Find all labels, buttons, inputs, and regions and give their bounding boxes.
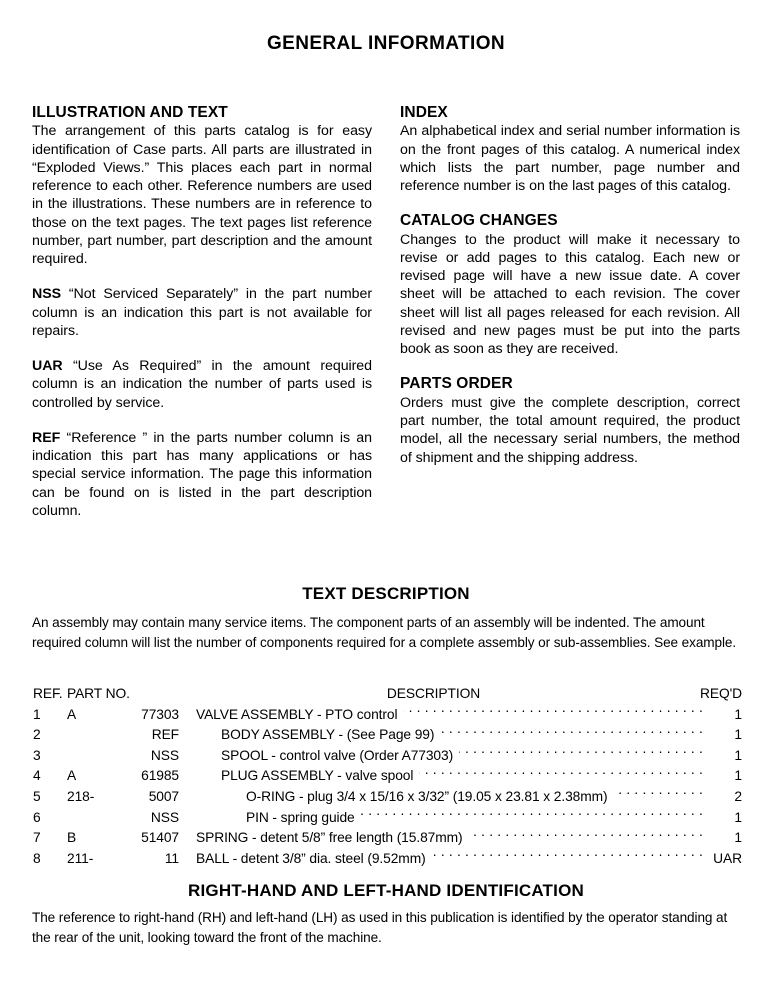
two-column-body	[32, 104, 740, 520]
section-illustration-and-text	[32, 104, 372, 268]
description-text: VALVE ASSEMBLY - PTO control	[196, 706, 398, 722]
index-body: An alphabetical index and serial number information is on the front pages of this catalog. A numerical index which lists the part number, page number and reference number is on the last pages of this catalog.	[400, 123, 740, 195]
ref-body: “Reference ” in the parts number column is an indication this part has many applications or has special service information. The page this information can be found on is listed in the part description column.	[32, 429, 372, 519]
description-text: O-RING - plug 3/4 x 15/16 x 3/32” (19.05 x 23.81 x 2.38mm)	[246, 788, 608, 804]
section-uar	[32, 357, 372, 412]
parts-example-table	[33, 684, 742, 869]
cell-part-prefix: 218-	[67, 788, 95, 804]
table-header-row	[33, 684, 742, 705]
cell-ref: 7	[33, 830, 41, 846]
cell-part-prefix: B	[67, 830, 77, 846]
cell-req-d: 1	[734, 830, 742, 846]
section-catalog-changes	[400, 212, 740, 358]
cell-req-d: 1	[734, 747, 742, 763]
cell-ref: 8	[33, 850, 41, 866]
illustration-and-text-heading: ILLUSTRATION AND TEXT	[32, 104, 228, 121]
dot-leader	[432, 849, 703, 863]
section-nss	[32, 285, 372, 340]
header-reqd: REQ'D	[700, 686, 742, 701]
cell-req-d: 1	[734, 809, 742, 825]
cell-part-no: 11	[164, 850, 179, 866]
cell-part-prefix: A	[67, 768, 77, 784]
illustration-and-text-body: The arrangement of this parts catalog is for easy identification of Case parts. All parts are illustrated in “Exploded Views.” This places each part in normal reference to each other. Reference numbers are used in the illustrations. These numbers are in reference to those on the text pages. The text pages list reference number, part number, part description and the amount required.	[32, 123, 372, 268]
dot-leader	[419, 767, 703, 781]
cell-req-d: 1	[734, 706, 742, 722]
cell-part-no: 5007	[148, 788, 179, 804]
uar-term: UAR	[32, 358, 63, 375]
dot-leader	[469, 828, 704, 842]
parts-order-heading: PARTS ORDER	[400, 375, 513, 393]
dot-leader	[361, 808, 703, 822]
table-row	[33, 725, 742, 746]
index-heading: INDEX	[400, 104, 448, 121]
table-row	[33, 808, 742, 829]
cell-ref: 4	[33, 768, 41, 784]
table-row	[33, 787, 742, 808]
dot-leader	[403, 705, 703, 719]
nss-term: NSS	[32, 286, 62, 303]
table-row	[33, 849, 742, 870]
cell-description	[179, 828, 708, 849]
header-ref: REF.	[33, 686, 63, 701]
uar-paragraph	[32, 357, 372, 412]
ref-term: REF	[32, 429, 61, 446]
cell-description	[179, 746, 708, 767]
cell-description	[179, 808, 708, 829]
header-part-no: PART NO.	[67, 686, 130, 701]
section-ref	[32, 429, 372, 520]
nss-paragraph	[32, 285, 372, 340]
right-column	[400, 104, 740, 520]
description-text: SPOOL - control valve (Order A77303)	[221, 747, 454, 763]
catalog-changes-body: Changes to the product will make it necessary to revise or add pages to this catalog. Each new or revised page will have a new issue date. A cover sheet will be attached to each revision. The cover sheet will list all pages released for each revision. All revised and new pages must be put into the parts book as soon as they are received.	[400, 231, 740, 358]
parts-order-body: Orders must give the complete description, correct part number, the total amount required, the product model, all the necessary serial numbers, the method of shipment and the shipping address.	[400, 394, 740, 466]
cell-part-prefix: 211-	[67, 850, 94, 866]
header-description: DESCRIPTION	[386, 686, 481, 701]
table-row	[33, 746, 742, 767]
cell-req-d: 2	[734, 788, 742, 804]
dot-leader	[440, 725, 703, 739]
section-parts-order	[400, 375, 740, 466]
cell-description	[179, 787, 708, 808]
description-text: PIN - spring guide	[246, 809, 355, 825]
cell-part-no: 61985	[141, 768, 179, 784]
cell-req-d: 1	[734, 768, 742, 784]
ref-paragraph	[32, 429, 372, 520]
section-index	[400, 104, 740, 195]
cell-req-d: UAR	[713, 850, 742, 866]
cell-description	[179, 725, 708, 746]
text-description-body: An assembly may contain many service items. The component parts of an assembly will be indented. The amount required column will list the number of components required for a complete assembly or sub-assemblies. See example.	[32, 615, 737, 650]
cell-ref: 1	[33, 706, 41, 722]
cell-req-d: 1	[734, 727, 742, 743]
description-text: PLUG ASSEMBLY - valve spool	[221, 768, 414, 784]
left-column	[32, 104, 372, 520]
cell-part-no: 51407	[141, 830, 179, 846]
rh-lh-identification-body: The reference to right-hand (RH) and left-hand (LH) as used in this publication is identified by the operator standing at the rear of the unit, looking toward the front of the machine.	[32, 910, 728, 945]
cell-ref: 5	[33, 788, 41, 804]
table-row	[33, 828, 742, 849]
cell-description	[179, 705, 708, 726]
cell-description	[179, 766, 708, 787]
cell-part-no: NSS	[150, 809, 179, 825]
rh-lh-identification-heading: RIGHT-HAND AND LEFT-HAND IDENTIFICATION	[188, 881, 584, 900]
dot-leader	[614, 787, 703, 801]
table-row	[33, 766, 742, 787]
nss-body: “Not Serviced Separately” in the part number column is an indication this part is not available for repairs.	[32, 286, 372, 339]
cell-part-no: NSS	[150, 747, 179, 763]
cell-part-prefix: A	[67, 706, 77, 722]
cell-ref: 3	[33, 747, 41, 763]
description-text: SPRING - detent 5/8” free length (15.87mm)	[196, 830, 463, 846]
dot-leader	[459, 746, 703, 760]
description-text: BODY ASSEMBLY - (See Page 99)	[221, 727, 435, 743]
cell-description	[179, 849, 708, 870]
cell-part-no: 77303	[141, 706, 179, 722]
uar-body: “Use As Required” in the amount required column is an indication the number of parts used is controlled by service.	[32, 358, 372, 411]
cell-ref: 2	[33, 727, 41, 743]
description-text: BALL - detent 3/8” dia. steel (9.52mm)	[196, 850, 426, 866]
catalog-changes-heading: CATALOG CHANGES	[400, 212, 558, 230]
table-row	[33, 705, 742, 726]
text-description-heading: TEXT DESCRIPTION	[302, 584, 470, 603]
page-title: GENERAL INFORMATION	[266, 33, 506, 54]
cell-ref: 6	[33, 809, 41, 825]
cell-part-no: REF	[151, 727, 179, 743]
